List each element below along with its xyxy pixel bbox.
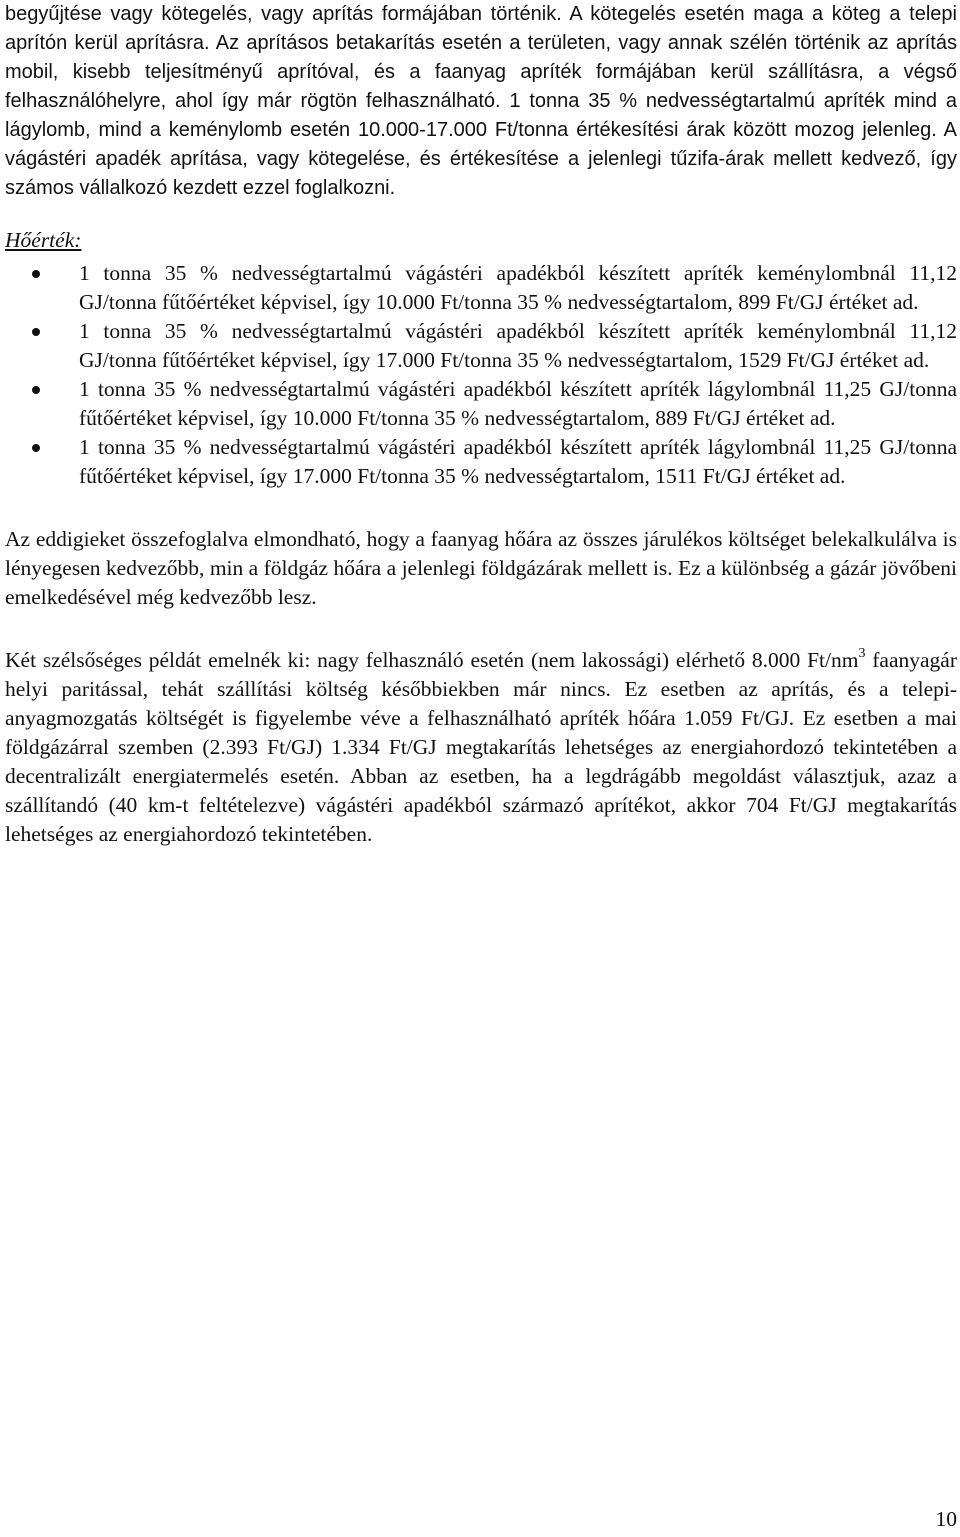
example-text-start: Két szélsőséges példát emelnék ki: nagy felhasználó esetén (nem lakossági) elérhető 8.000 Ft/nm <box>5 648 859 672</box>
section-heading: Hőérték: <box>5 228 82 252</box>
intro-paragraph: begyűjtése vagy kötegelés, vagy aprítás formájában történik. A kötegelés esetén maga a köteg a telepi aprítón kerül aprításra. Az aprításos betakarítás esetén a területen, vagy annak szélén történik az aprítás mobil, kisebb teljesítményű aprítóval, és a faanyag apríték formájában kerül szállításra, a végső felhasználóhelyre, ahol így már rögtön felhasználható. 1 tonna 35 % nedvességtartalmú apríték mind a lágylomb, mind a keménylomb esetén 10.000-17.000 Ft/tonna értékesítési árak között mozog jelenleg. A vágástéri apadék aprítása, vagy kötegelése, és értékesítése a jelenlegi tűzifa-árak mellett kedvező, így számos vállalkozó kezdett ezzel foglalkozni. <box>5 3 957 199</box>
bullet-list <box>5 259 957 491</box>
example-text-end: faanyagár helyi paritással, tehát szállítási költség későbbiekben már nincs. Ez esetben az aprítás, és a telepi-anyagmozgatás költségét is figyelembe véve a felhasználható apríték hőára 1.059 Ft/GJ. Ez esetben a mai földgázárral szemben (2.393 Ft/GJ) 1.334 Ft/GJ megtakarítás lehetséges az energiahordozó tekintetében a decentralizált energiatermelés esetén. Abban az esetben, ha a legdrágább megoldást választjuk, azaz a szállítandó (40 km-t feltételezve) vágástéri apadékból származó aprítékot, akkor 704 Ft/GJ megtakarítás lehetséges az energiahordozó tekintetében. <box>5 648 958 846</box>
superscript: 3 <box>858 645 866 661</box>
example-paragraph <box>5 646 957 849</box>
bullet-item: 1 tonna 35 % nedvességtartalmú vágástéri apadékból készített apríték keménylombnál 11,12 GJ/tonna fűtőértéket képvisel, így 10.000 Ft/tonna 35 % nedvességtartalom, 899 Ft/GJ értéket ad. <box>5 259 957 317</box>
bullet-item: 1 tonna 35 % nedvességtartalmú vágástéri apadékból készített apríték lágylombnál 11,25 GJ/tonna fűtőértéket képvisel, így 17.000 Ft/tonna 35 % nedvességtartalom, 1511 Ft/GJ értéket ad. <box>5 433 957 491</box>
page-number: 10 <box>935 1507 957 1531</box>
document-page <box>5 0 957 849</box>
bullet-item: 1 tonna 35 % nedvességtartalmú vágástéri apadékból készített apríték lágylombnál 11,25 GJ/tonna fűtőértéket képvisel, így 10.000 Ft/tonna 35 % nedvességtartalom, 889 Ft/GJ értéket ad. <box>5 375 957 433</box>
summary-paragraph: Az eddigieket összefoglalva elmondható, hogy a faanyag hőára az összes járulékos költséget belekalkulálva is lényegesen kedvezőbb, min a földgáz hőára a jelenlegi földgázárak mellett is. Ez a különbség a gázár jövőbeni emelkedésével még kedvezőbb lesz. <box>5 527 957 609</box>
bullet-item: 1 tonna 35 % nedvességtartalmú vágástéri apadékból készített apríték keménylombnál 11,12 GJ/tonna fűtőértéket képvisel, így 17.000 Ft/tonna 35 % nedvességtartalom, 1529 Ft/GJ értéket ad. <box>5 317 957 375</box>
